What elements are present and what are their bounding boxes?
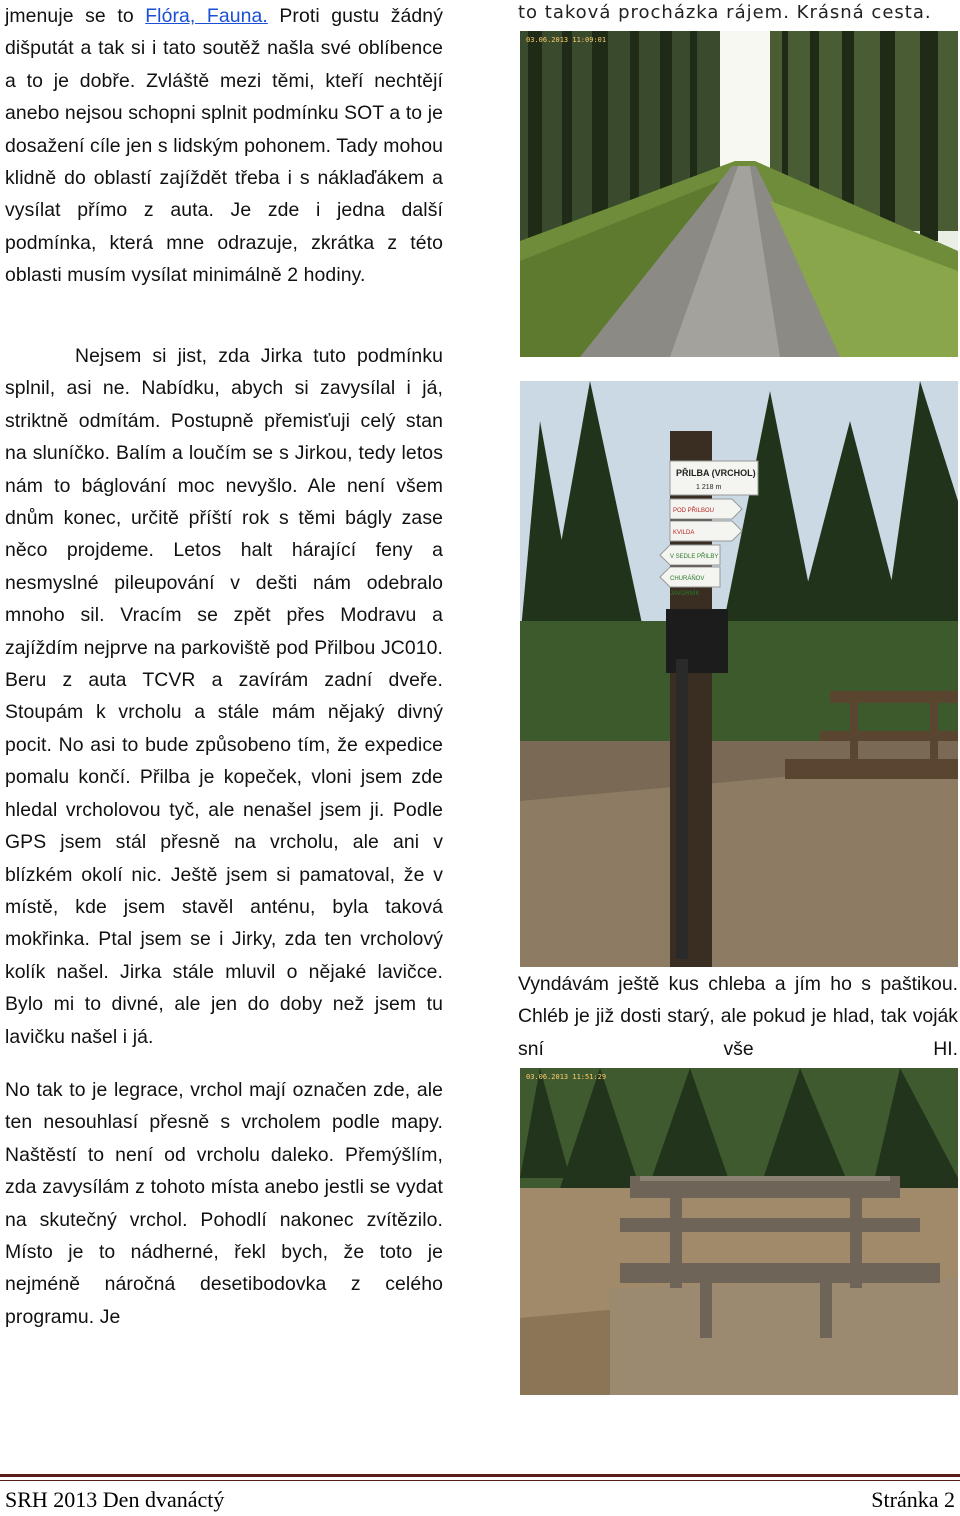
sign-title: PŘILBA (VRCHOL)	[676, 468, 756, 478]
footer-title: SRH 2013 Den dvanáctý	[5, 1487, 225, 1512]
forest-road-photo	[520, 31, 958, 357]
p1-rest-text: Proti gustu žádný dišputát a tak si i tato soutěž našla své oblíbence a to je dobře. Zvláště mezi těmi, kteří nechtějí anebo nejsou schopni splnit podmínku SOT a to je dosažení cíle jen s lidským pohonem. Tady mohou klidně do oblastí zajíždět třeba i s náklaďákem a vysílat přímo z auta. Je zde i jedna další podmínka, která mne odrazuje, zkrátka z této oblasti musím vysílat minimálně 2 hodiny.	[5, 5, 443, 287]
footer-rule-thin	[0, 1480, 960, 1481]
photo3-timestamp: 03.06.2013 11:51:29	[526, 1073, 607, 1081]
picnic-table-image	[520, 1068, 958, 1395]
paragraph-2: Nejsem si jist, zda Jirka tuto podmínku splnil, asi ne. Nabídku, abych si zavysílal i já, striktně odmítám. Postupně přemisťuji celý stan na sluníčko. Balím a loučím se s Jirkou, tedy letos nám to báglování moc nevyšlo. Ale není všem dnům konec, určitě příští rok s těmi bágly zase něco projdeme. Letos halt hárající feny a nesmyslné pileupování v dešti nám odebralo mnoho sil. Vracím se zpět přes Modravu a zajíždím nejprve na parkoviště pod Přilbou JC010. Beru z auta TCVR a zavírám zadní dveře. Stoupám k vrcholu a stále mám nějaký divný pocit. No asi to bude způsobeno tím, že expedice pomalu končí. Přilba je kopeček, vloni jsem zde hledal vrcholovou tyč, ale nenašel jsem ji. Podle GPS jsem stál přesně na vrcholu, ale ani v blízkém okolí nic. Ještě jsem si pamatoval, že v místě, kde jsem stavěl anténu, byla taková mokřinka. Ptal jsem se i Jirky, zda ten vrcholový kolík našel. Jirka stále mluvil o nějaké lavičce. Bylo mi to divné, ale jen do doby než jsem tu lavičku našel i já.	[5, 345, 443, 1048]
signpost-photo	[520, 381, 958, 967]
sign-arrow-3: V SEDLE PŘILBY	[670, 554, 719, 560]
signpost-image	[520, 381, 958, 967]
flora-fauna-link[interactable]: Flóra, Fauna.	[145, 5, 268, 27]
picnic-table-photo	[520, 1068, 958, 1395]
sign-arrow-4: CHURÁŇOV	[670, 576, 705, 582]
footer-page-number: Stránka 2	[871, 1487, 955, 1512]
caption-bread: Vyndávám ještě kus chleba a jím ho s paštikou. Chléb je již dosti starý, ale pokud je hlad, tak voják sní vše HI.	[518, 973, 958, 1060]
p1-start-text: jmenuje se to	[5, 5, 146, 27]
forest-road-image	[520, 31, 958, 357]
photo1-timestamp: 03.06.2013 11:09:01	[526, 36, 607, 44]
footer-rule-thick	[0, 1474, 960, 1477]
paragraph-1	[5, 0, 443, 292]
sign-arrow-1: POD PŘILBOU	[673, 508, 715, 514]
caption-top: to taková procházka rájem. Krásná cesta.	[518, 2, 932, 23]
paragraph-3: No tak to je legrace, vrchol mají označen zde, ale ten nesouhlasí přesně s vrcholem podle mapy. Naštěstí to není od vrcholu daleko. Přemýšlím, zda zavysílám z tohoto místa anebo jestli se vydat na skutečný vrchol. Pohodlí nakonec zvítězilo. Místo je to nádherné, řekl bych, že toto je nejméně náročná desetibodovka z celého programu. Je	[5, 1079, 443, 1328]
sign-altitude: 1 218 m	[696, 484, 722, 491]
sign-arrow-5: JAVORNÍK	[670, 591, 700, 597]
sign-arrow-2: KVILDA	[673, 530, 695, 536]
